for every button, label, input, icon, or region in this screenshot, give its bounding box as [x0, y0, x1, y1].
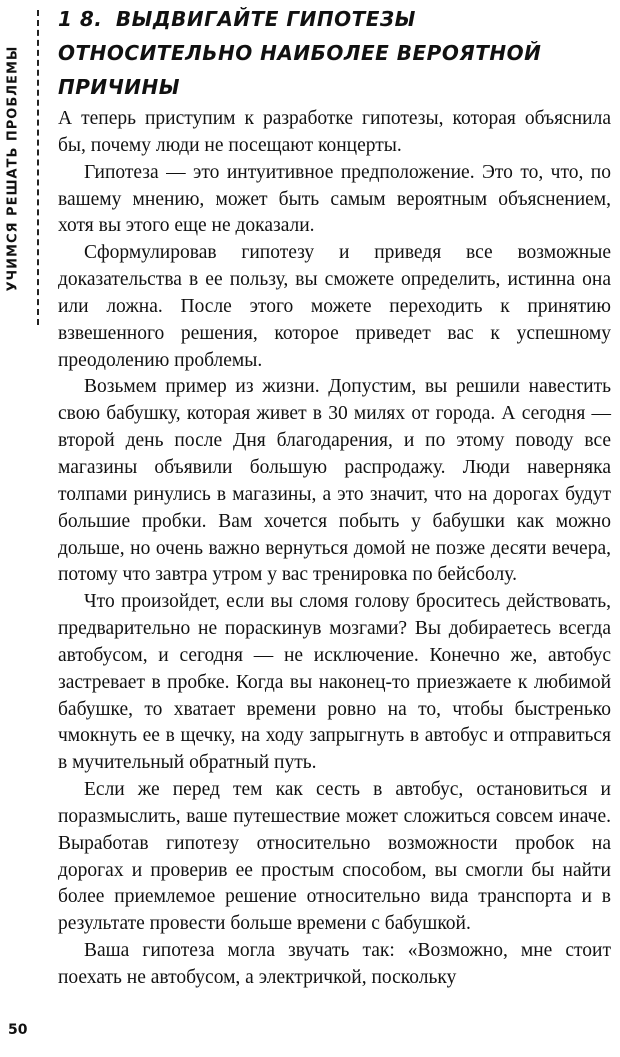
paragraph: Гипотеза — это интуитивное предположение. Это то, что, по вашему мнению, может быть самым вероятным объяснением, хотя вы этого еще не доказали.	[58, 161, 611, 237]
paragraph: Если же перед тем как сесть в автобус, остановиться и поразмыслить, ваше путешествие может сложиться совсем иначе. Выработав гипотезу относительно возможности пробок на дорогах и проверив ее простым способом, вы смогли бы найти более приемлемое решение относительно вида транспорта и в результате провести больше времени с бабушкой.	[58, 779, 611, 935]
running-head-vertical	[2, 8, 24, 328]
running-head-rule	[37, 10, 39, 325]
paragraph: Ваша гипотеза могла звучать так: «Возможно, мне стоит поехать не автобусом, а электричкой, поскольку	[58, 940, 611, 988]
paragraph: А теперь приступим к разработке гипотезы, которая объяснила бы, почему люди не посещают концерты.	[58, 108, 611, 156]
section-title: ВЫДВИГАЙТЕ ГИПОТЕЗЫ ОТНОСИТЕЛЬНО НАИБОЛЕЕ ВЕРОЯТНОЙ ПРИЧИНЫ	[58, 7, 542, 99]
body-text	[58, 106, 611, 992]
paragraph: Что произойдет, если вы сломя голову броситесь действовать, предварительно не пораскинув мозгами? Вы добираетесь всегда автобусом, и сегодня — не исключение. Конечно же, автобус застревает в пробке. Когда вы наконец-то приезжаете к любимой бабушке, то хватает времени ровно на то, чтобы быстренько чмокнуть ее в щечку, на ходу запрыгнуть в автобус и отправиться в мучительный обратный путь.	[58, 591, 611, 774]
paragraph: Сформулировав гипотезу и приведя все возможные доказательства в ее пользу, вы сможете определить, истинна она или ложна. После этого можете переходить к принятию взвешенного решения, которое приведет вас к успешному преодолению проблемы.	[58, 242, 611, 371]
running-head-text: УЧИМСЯ РЕШАТЬ ПРОБЛЕМЫ	[5, 45, 21, 291]
page-number: 50	[8, 1022, 28, 1038]
section-number: 1 8.	[58, 7, 103, 31]
section-heading	[58, 2, 598, 104]
paragraph: Возьмем пример из жизни. Допустим, вы решили навестить свою бабушку, которая живет в 30 милях от города. А сегодня — второй день после Дня благодарения, и по этому поводу все магазины объявили большую распродажу. Люди наверняка толпами ринулись в магазины, а это значит, что на дорогах будут большие пробки. Вам хочется побыть у бабушки как можно дольше, но очень важно вернуться домой не позже десяти вечера, потому что завтра утром у вас тренировка по бейсболу.	[58, 376, 611, 586]
